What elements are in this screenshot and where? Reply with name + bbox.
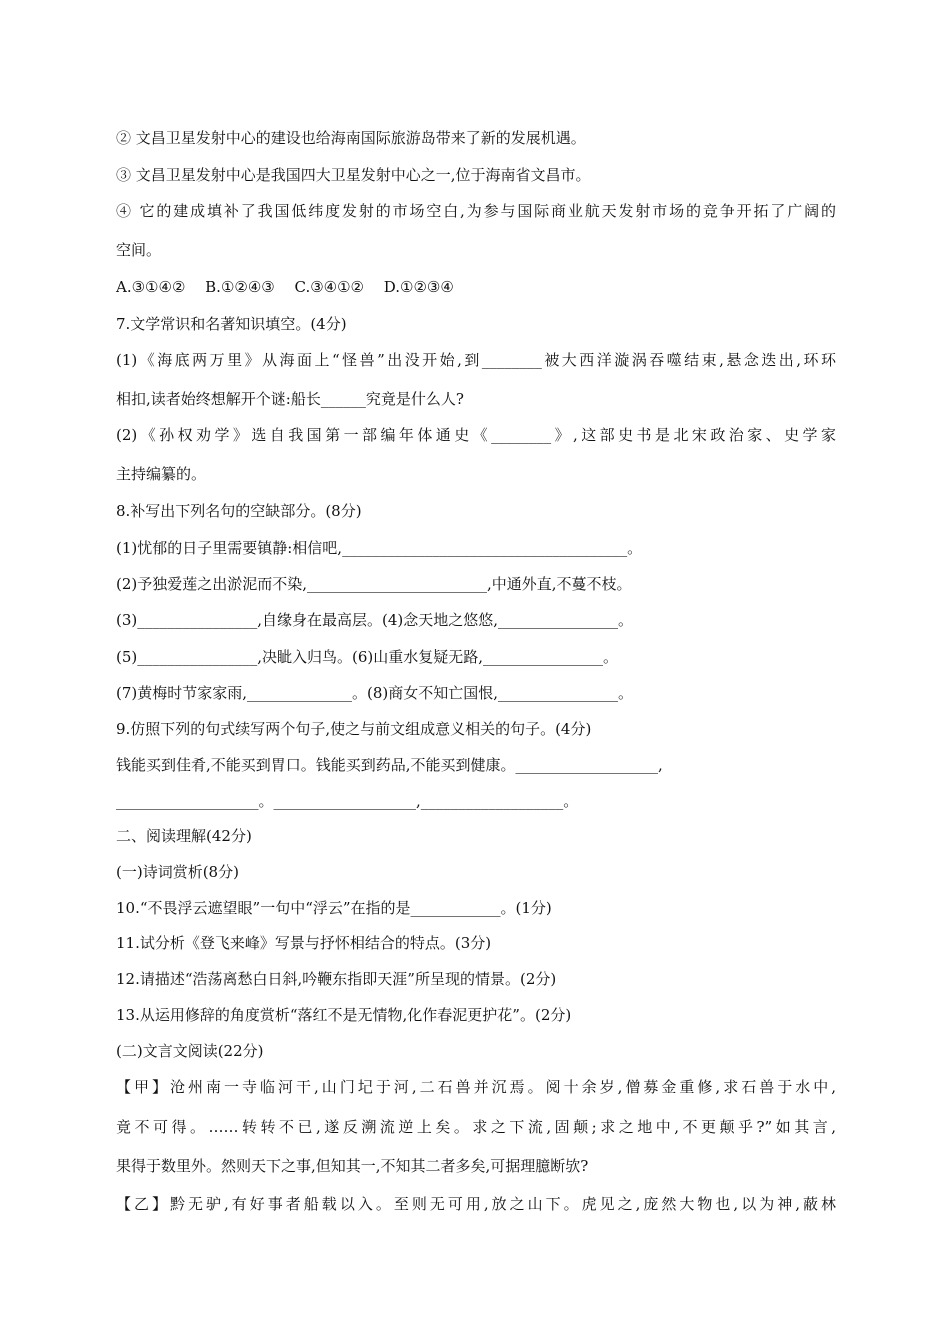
question-9: 9.仿照下列的句式续写两个句子,使之与前文组成意义相关的句子。(4分) xyxy=(116,720,592,738)
question-7-part-2: (2)《孙权劝学》选自我国第一部编年体通史《________》,这部史书是北宋政治家、史学家 xyxy=(116,426,836,444)
passage-a-line-3: 果得于数里外。然则天下之事,但知其一,不知其二者多矣,可据理臆断欤? xyxy=(116,1157,589,1175)
question-8-item-3-4: (3)________________,自缘身在最高层。(4)念天地之悠悠,________________。 xyxy=(116,611,634,629)
question-8-item-7-8: (7)黄梅时节家家雨,______________。(8)商女不知亡国恨,________________。 xyxy=(116,684,634,702)
passage-b-line-1: 【乙】黔无驴,有好事者船载以入。至则无可用,放之山下。虎见之,庞然大物也,以为神,蔽林 xyxy=(116,1195,836,1213)
question-8: 8.补写出下列名句的空缺部分。(8分) xyxy=(116,502,362,520)
subsection-classical: (二)文言文阅读(22分) xyxy=(116,1042,264,1060)
question-13: 13.从运用修辞的角度赏析“落红不是无情物,化作春泥更护花”。(2分) xyxy=(116,1006,572,1024)
question-11: 11.试分析《登飞来峰》写景与抒怀相结合的特点。(3分) xyxy=(116,934,492,952)
question-12: 12.请描述“浩荡离愁白日斜,吟鞭东指即天涯”所呈现的情景。(2分) xyxy=(116,970,557,988)
question-7-part-2-cont: 主持编纂的。 xyxy=(116,465,207,483)
answer-choices: A.③①④② B.①②④③ C.③④①② D.①②③④ xyxy=(116,278,454,296)
question-8-item-2: (2)予独爱莲之出淤泥而不染,________________________,中通外直,不蔓不枝。 xyxy=(116,575,632,593)
option-line-4-cont: 空间。 xyxy=(116,241,162,259)
option-line-4: ④ 它的建成填补了我国低纬度发射的市场空白,为参与国际商业航天发射市场的竞争开拓了广阔的 xyxy=(116,202,836,220)
question-8-item-5-6: (5)________________,决眦入归鸟。(6)山重水复疑无路,________________。 xyxy=(116,648,619,666)
question-9-prompt: 钱能买到佳肴,不能买到胃口。钱能买到药品,不能买到健康。___________________, xyxy=(116,756,663,774)
section-2-heading: 二、阅读理解(42分) xyxy=(116,827,252,845)
question-10: 10.“不畏浮云遮望眼”一句中“浮云”在指的是____________。(1分) xyxy=(116,899,552,917)
question-9-blanks: ___________________。___________________,___________________。 xyxy=(116,792,579,810)
question-8-item-1: (1)忧郁的日子里需要镇静:相信吧,______________________________________。 xyxy=(116,539,643,557)
question-7-part-1: (1)《海底两万里》从海面上“怪兽”出没开始,到________被大西洋漩涡吞噬结束,悬念迭出,环环 xyxy=(116,351,836,369)
subsection-poetry: (一)诗词赏析(8分) xyxy=(116,863,239,881)
question-7-part-1-cont: 相扣,读者始终想解开个谜:船长______究竟是什么人? xyxy=(116,390,464,408)
question-7: 7.文学常识和名著知识填空。(4分) xyxy=(116,315,347,333)
passage-a-line-1: 【甲】沧州南一寺临河干,山门圮于河,二石兽并沉焉。阅十余岁,僧募金重修,求石兽于水中, xyxy=(116,1078,836,1096)
option-line-2: ② 文昌卫星发射中心的建设也给海南国际旅游岛带来了新的发展机遇。 xyxy=(116,129,586,147)
option-line-3: ③ 文昌卫星发射中心是我国四大卫星发射中心之一,位于海南省文昌市。 xyxy=(116,166,591,184)
passage-a-line-2: 竟不可得。……转转不已,遂反溯流逆上矣。求之下流,固颠;求之地中,不更颠乎?”如其言, xyxy=(116,1118,836,1136)
